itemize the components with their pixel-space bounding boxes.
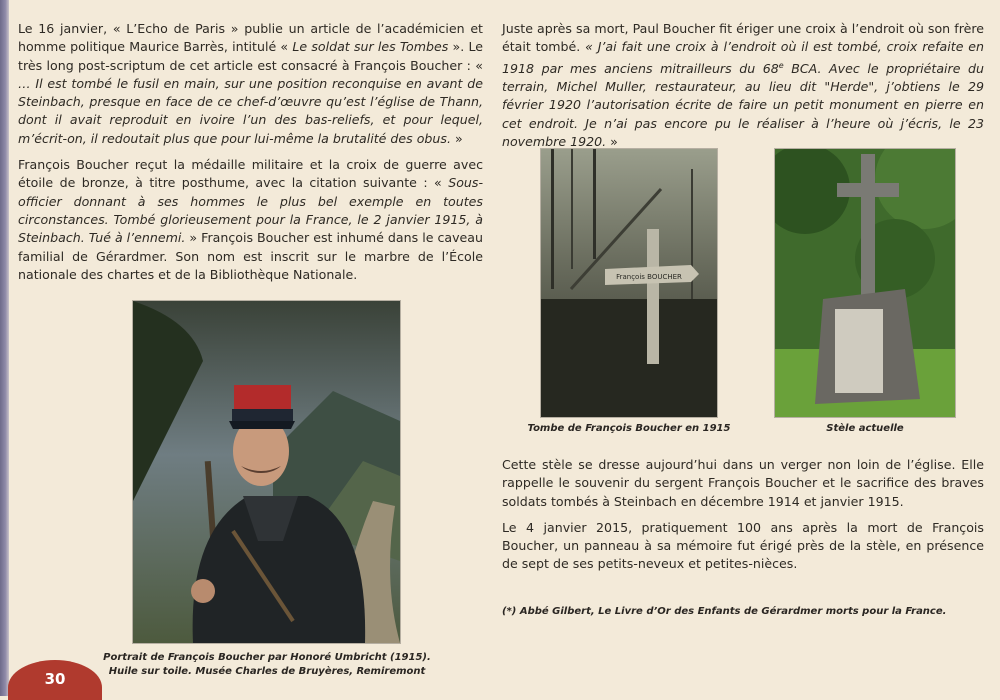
paragraph-2015-panel: Le 4 janvier 2015, pratiquement 100 ans après la mort de François Boucher, un panneau à sa mémoire fut érigé près de la stèle, en présence de sept de ses petits-neveux et petites-nièces. xyxy=(502,519,984,572)
portrait-caption xyxy=(100,651,434,679)
paragraph-paul-boucher xyxy=(502,20,984,151)
right-column-text-bottom xyxy=(502,456,984,582)
tomb-caption: Tombe de François Boucher en 1915 xyxy=(527,423,731,434)
footnote-marker: (*) Abbé Gilbert, xyxy=(502,606,599,617)
footnote-text: Le Livre d’Or des Enfants de Gérardmer morts pour la France. xyxy=(598,606,947,617)
left-column-text xyxy=(18,20,483,292)
text-run: Le 16 janvier, « L’Echo de Paris » publie un article de l’académicien et homme politique Maurice Barrès, intitulé « xyxy=(18,21,483,55)
portrait-painting xyxy=(133,301,400,643)
text-run: » François Boucher est inhumé dans le caveau familial de Gérardmer. Son nom est inscrit sur le marbre de l’École nationale des chartes et de la Bibliothèque Nationale. xyxy=(18,230,483,282)
paragraph-stele: Cette stèle se dresse aujourd’hui dans un verger non loin de l’église. Elle rappelle le souvenir du sergent François Boucher et le sacrifice des braves soldats tombés à Steinbach en décembre 1914 et janvier 1915. xyxy=(502,457,984,509)
citation-quote: Sous-officier donnant à ses hommes le plus bel exemple en toutes circonstances. Tombé glorieusement pour la France, le 2 janvier 1915, à Steinbach. Tué à l’ennemi. xyxy=(18,175,483,246)
stele-image xyxy=(775,149,955,417)
article-title: Le soldat sur les Tombes xyxy=(292,39,449,55)
tomb-image xyxy=(541,149,717,417)
stele-caption: Stèle actuelle xyxy=(826,423,904,434)
page-number: 30 xyxy=(44,670,66,688)
barres-quote: … Il est tombé le fusil en main, sur une position reconquise en avant de Steinbach, presque en face de ce chef-d’œuvre qu’est l’église de Thann, dont il avait reproduit en ivoire l’un des bas-reliefs, et pour lequel, m’écrit-on, il redoutait plus que pour lui-même la brutalité des obus. xyxy=(18,75,483,146)
paragraph-medal-citation xyxy=(18,156,483,284)
text-run: Juste après sa mort, Paul Boucher fit ériger une croix à l’endroit où son frère était tombé. xyxy=(502,21,984,55)
paragraph-barres-article xyxy=(18,20,483,148)
caption-line: Huile sur toile. Musée Charles de Bruyères, Remiremont xyxy=(108,666,426,677)
quote-run: « J’ai fait une croix à l’endroit où il est tombé, croix refaite en 1918 par mes anciens mitrailleurs du 68 xyxy=(502,39,984,76)
superscript: e xyxy=(778,60,784,70)
footnote xyxy=(502,606,984,617)
caption-line: Portrait de François Boucher par Honoré Umbricht (1915). xyxy=(103,652,431,663)
text-run: ». Le très long post-scriptum de cet article est consacré à François Boucher : « xyxy=(18,39,484,73)
tomb-photo-1915 xyxy=(541,149,717,417)
text-run: » xyxy=(606,133,618,149)
paul-boucher-quote xyxy=(502,39,984,149)
cross-label: François BOUCHER xyxy=(616,273,682,281)
text-run: François Boucher reçut la médaille militaire et la croix de guerre avec étoile de bronze, à titre posthume, avec la citation suivante : « xyxy=(18,157,483,191)
page-number-badge xyxy=(8,660,102,700)
right-column-text-top xyxy=(502,20,984,159)
text-run: » xyxy=(450,130,463,146)
quote-run: BCA. Avec le propriétaire du terrain, Michel Muller, restaurateur, au lieu dit "Herde", j’obtiens le 29 février 1920 l’autorisation écrite de faire un petit monument en pierre en cet endroit. Je n’ai pas encore pu le réaliser à l’heure où j’écris, le 23 novembre 1920. xyxy=(502,60,985,149)
book-spine-edge xyxy=(0,0,9,696)
portrait-image xyxy=(133,301,400,643)
stele-photo xyxy=(775,149,955,417)
